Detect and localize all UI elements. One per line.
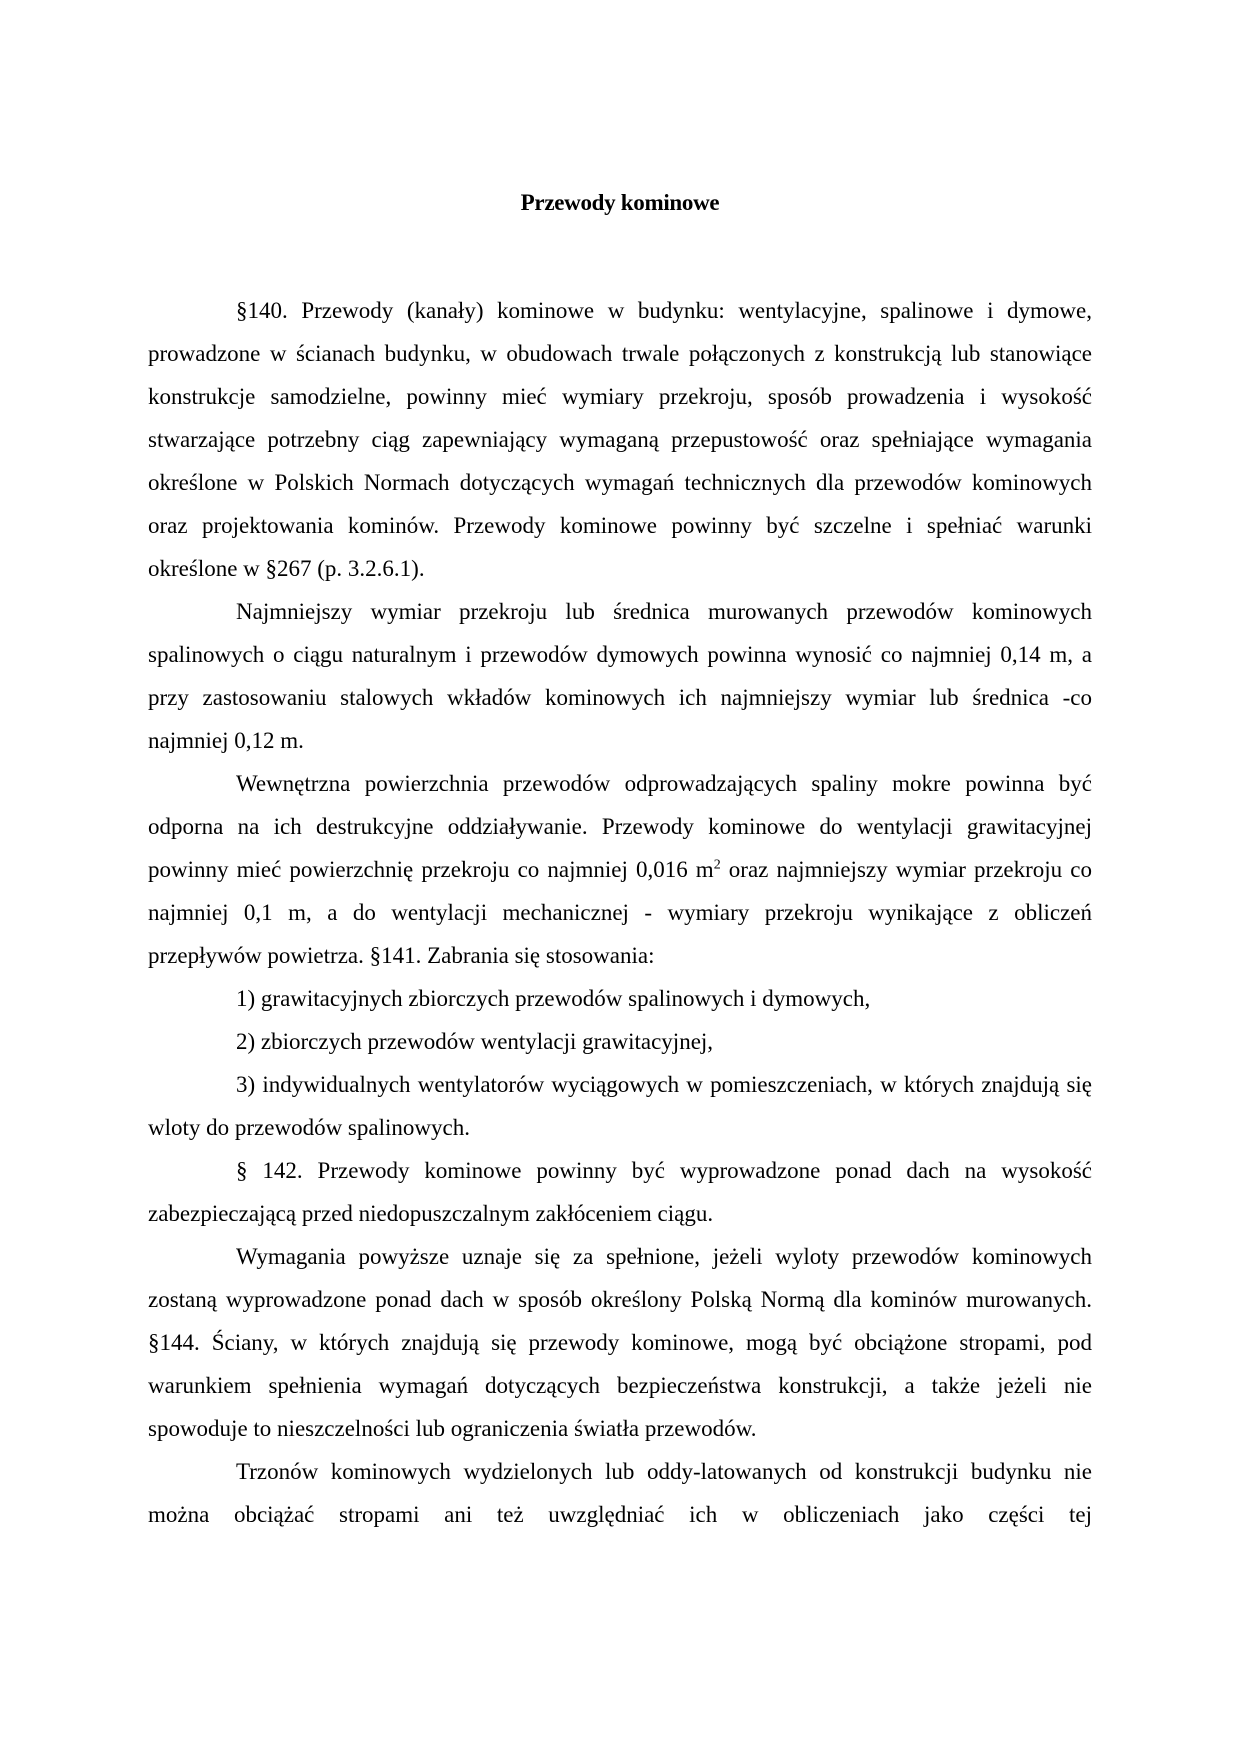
paragraph-inner-surface-text-continued: oraz najmniejszy wymiar przekroju co najmniej 0,1 m, a do wentylacji mechanicznej - wymiary przekroju wynikające z obliczeń przepływów powietrza. §141. Zabrania się stosowania: [148,857,1092,968]
list-item: 2) zbiorczych przewodów wentylacji grawitacyjnej, [236,1029,714,1054]
paragraph-140: §140. Przewody (kanały) kominowe w budynku: wentylacyjne, spalinowe i dymowe, prowadzone w ścianach budynku, w obudowach trwale połączonych z konstrukcją lub stanowiące konstrukcje samodzielne, powinny mieć wymiary przekroju, sposób prowadzenia i wysokość stwarzające potrzebny ciąg zapewniający wymaganą przepustowość oraz spełniające wymagania określone w Polskich Normach dotyczących wymagań technicznych dla przewodów kominowych oraz projektowania kominów. Przewody kominowe powinny być szczelne i spełniać warunki określone w §267 (p. 3.2.6.1). [148,298,1092,581]
paragraph-inner-surface-text: Wewnętrzna powierzchnia przewodów odprowadzających spaliny mokre powinna być odporna na ich destrukcyjne oddziaływanie. Przewody kominowe do wentylacji grawitacyjnej powinny mieć powierzchnię przekroju co najmniej 0,016 m [148,771,1092,882]
superscript-squared: 2 [713,857,721,873]
list-item: 1) grawitacyjnych zbiorczych przewodów spalinowych i dymowych, [236,986,871,1011]
document-body [148,289,1092,1536]
paragraph-142: § 142. Przewody kominowe powinny być wyprowadzone ponad dach na wysokość zabezpieczającą przed niedopuszczalnym zakłóceniem ciągu. [148,1158,1092,1226]
document-title: Przewody kominowe [520,190,720,215]
paragraph-chimney-stacks: Trzonów kominowych wydzielonych lub oddy-latowanych od konstrukcji budynku nie można obciążać stropami ani też uwzględniać ich w obliczeniach jako części tej [148,1459,1092,1527]
list-item: 3) indywidualnych wentylatorów wyciągowych w pomieszczeniach, w których znajdują się wloty do przewodów spalinowych. [148,1072,1092,1140]
paragraph-inner-surface [148,762,1092,977]
paragraph-min-dimension: Najmniejszy wymiar przekroju lub średnica murowanych przewodów kominowych spalinowych o ciągu naturalnym i przewodów dymowych powinna wynosić co najmniej 0,14 m, a przy zastosowaniu stalowych wkładów kominowych ich najmniejszy wymiar lub średnica -co najmniej 0,12 m. [148,599,1092,753]
paragraph-requirements-144: Wymagania powyższe uznaje się za spełnione, jeżeli wyloty przewodów kominowych zostaną wyprowadzone ponad dach w sposób określony Polską Normą dla kominów murowanych. §144. Ściany, w których znajdują się przewody kominowe, mogą być obciążone stropami, pod warunkiem spełnienia wymagań dotyczących bezpieczeństwa konstrukcji, a także jeżeli nie spowoduje to nieszczelności lub ograniczenia światła przewodów. [148,1244,1092,1441]
